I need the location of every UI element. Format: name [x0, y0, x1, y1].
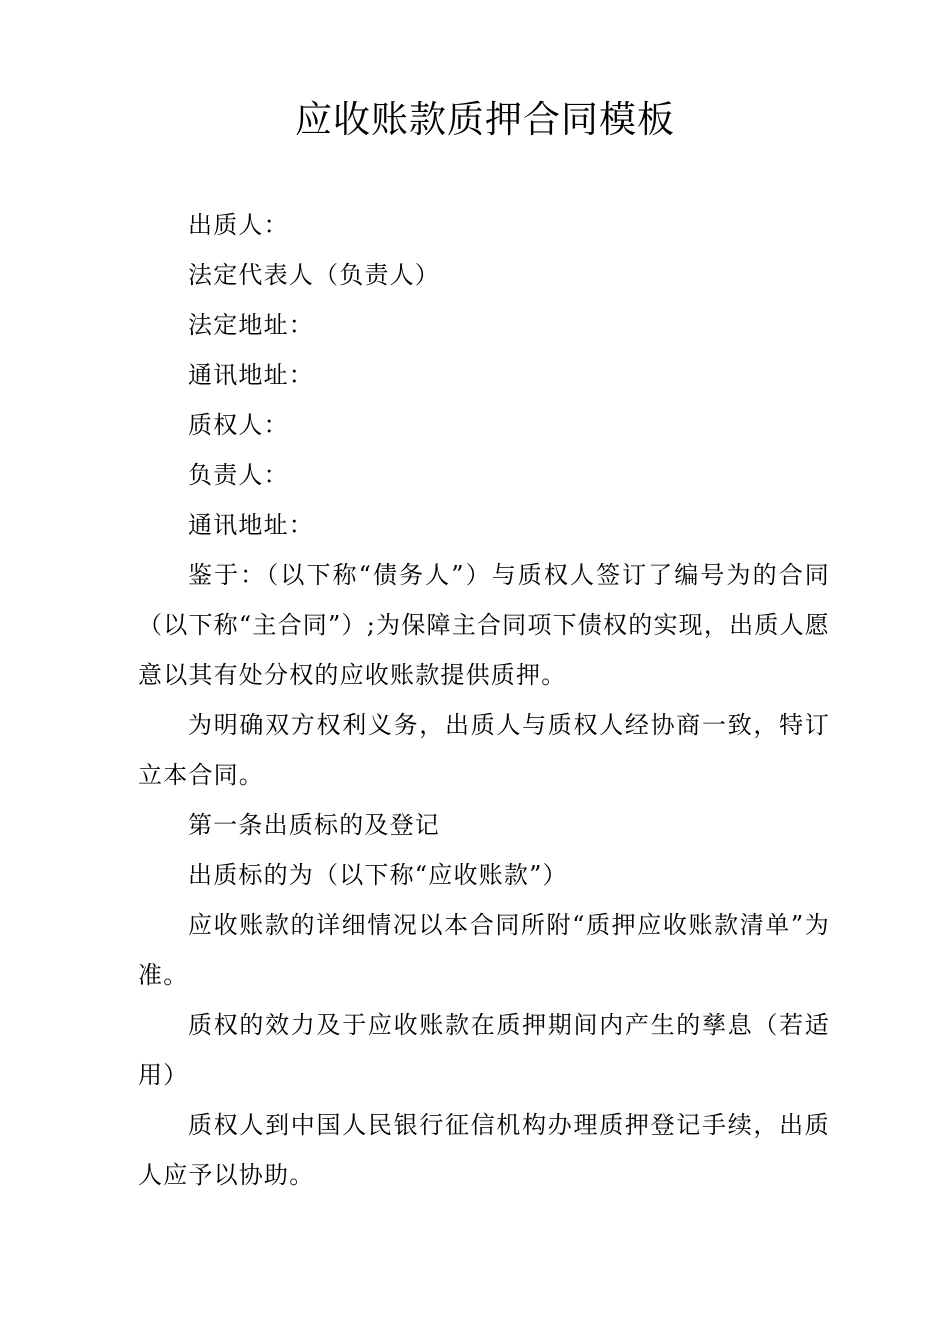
field-pledgor: 出质人：	[188, 211, 289, 239]
paragraph-purpose: 为明确双方权利义务，出质人与质权人经协商一致，特订立本合同。	[138, 711, 830, 789]
field-person-in-charge: 负责人：	[188, 461, 289, 489]
field-legal-representative: 法定代表人（负责人）	[188, 261, 440, 289]
paragraph-pledge-subject: 出质标的为（以下称“应收账款”）	[188, 861, 568, 889]
article-1-heading: 第一条出质标的及登记	[188, 811, 440, 839]
document-body	[138, 200, 830, 1200]
paragraph-receivables-details: 应收账款的详细情况以本合同所附“质押应收账款清单”为准。	[138, 911, 830, 989]
paragraph-pledge-effect: 质权的效力及于应收账款在质押期间内产生的孳息（若适用）	[138, 1011, 830, 1089]
field-legal-address: 法定地址：	[188, 311, 314, 339]
field-pledgee-mailing-address: 通讯地址：	[188, 511, 314, 539]
paragraph-registration: 质权人到中国人民银行征信机构办理质押登记手续，出质人应予以协助。	[138, 1111, 830, 1189]
paragraph-whereas: 鉴于：（以下称“债务人”）与质权人签订了编号为的合同（以下称“主合同”）;为保障主合同项下债权的实现，出质人愿意以其有处分权的应收账款提供质押。	[138, 561, 830, 689]
document-title: 应收账款质押合同模板	[295, 98, 675, 141]
field-pledgor-mailing-address: 通讯地址：	[188, 361, 314, 389]
field-pledgee: 质权人：	[188, 411, 289, 439]
